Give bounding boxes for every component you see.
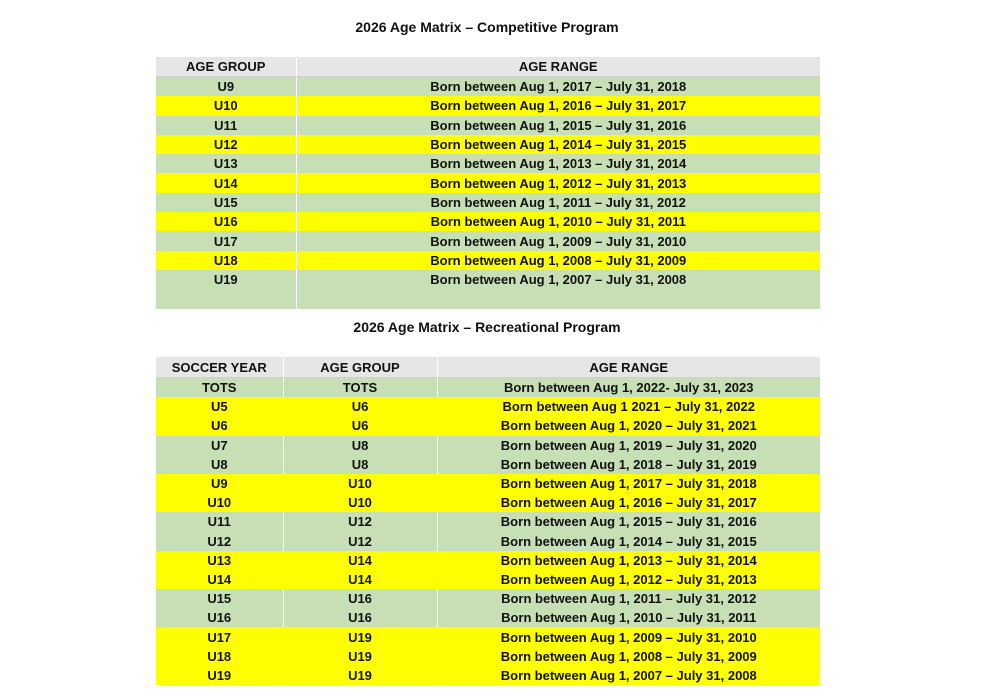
cell-age-group: U13 [156,154,296,173]
table-row [156,493,820,512]
cell-age-group: U12 [283,512,437,531]
table-row [156,627,820,646]
column-header-age-range: AGE RANGE [296,57,820,77]
table-row [156,116,820,135]
competitive-title: 2026 Age Matrix – Competitive Program [355,19,619,35]
table-row [156,512,820,531]
table-row [156,647,820,666]
cell-age-range: Born between Aug 1, 2015 – July 31, 2016 [437,512,820,531]
cell-age-group: U17 [156,231,296,250]
cell-age-group: U19 [283,666,437,685]
cell-age-group: U12 [156,135,296,154]
table-row [156,77,820,97]
cell-age-group: U8 [283,436,437,455]
table-row [156,666,820,685]
column-header-age-range: AGE RANGE [437,357,820,378]
cell-age-group: U19 [283,627,437,646]
cell-age-range: Born between Aug 1, 2010 – July 31, 2011 [437,608,820,627]
cell-soccer-year: U6 [156,416,283,435]
cell-age-range: Born between Aug 1, 2020 – July 31, 2021 [437,416,820,435]
table-row [156,251,820,270]
table-row [156,589,820,608]
table-row [156,474,820,493]
cell-age-range: Born between Aug 1, 2016 – July 31, 2017 [296,96,820,115]
cell-age-group: U16 [283,608,437,627]
cell-age-range: Born between Aug 1, 2012 – July 31, 2013 [296,173,820,192]
cell-soccer-year: U19 [156,666,283,685]
cell-age-group: U14 [283,551,437,570]
table-row [156,397,820,416]
cell-soccer-year: U13 [156,551,283,570]
cell-age-range: Born between Aug 1, 2007 – July 31, 2008 [296,270,820,289]
cell-age-range: Born between Aug 1, 2022- July 31, 2023 [437,378,820,398]
table-header-row [156,357,820,378]
cell-age-group: U16 [156,212,296,231]
cell-age-group: TOTS [283,378,437,398]
cell-age-group: U12 [283,532,437,551]
cell-age-range: Born between Aug 1 2021 – July 31, 2022 [437,397,820,416]
table-row [156,270,820,289]
cell-age-group: U6 [283,416,437,435]
cell-age-range: Born between Aug 1, 2014 – July 31, 2015 [437,532,820,551]
cell-age-group: U8 [283,455,437,474]
cell-age-range: Born between Aug 1, 2019 – July 31, 2020 [437,436,820,455]
cell-age-range: Born between Aug 1, 2008 – July 31, 2009 [296,251,820,270]
cell-age-range: Born between Aug 1, 2014 – July 31, 2015 [296,135,820,154]
cell-age-group: U19 [156,270,296,289]
cell-soccer-year: U9 [156,474,283,493]
table-row [156,378,820,398]
cell-age-range: Born between Aug 1, 2012 – July 31, 2013 [437,570,820,589]
recreational-age-table [156,357,820,685]
cell-age-group: U14 [156,173,296,192]
cell-age-range: Born between Aug 1, 2010 – July 31, 2011 [296,212,820,231]
cell-age-range: Born between Aug 1, 2011 – July 31, 2012 [437,589,820,608]
table-row [156,436,820,455]
cell-age-range: Born between Aug 1, 2013 – July 31, 2014 [296,154,820,173]
cell-age-range: Born between Aug 1, 2017 – July 31, 2018 [437,474,820,493]
cell-soccer-year: U7 [156,436,283,455]
empty-cell [296,289,820,308]
cell-soccer-year: U8 [156,455,283,474]
cell-age-group: U18 [156,251,296,270]
cell-soccer-year: U12 [156,532,283,551]
cell-age-group: U6 [283,397,437,416]
cell-age-group: U11 [156,116,296,135]
column-header-age-group: AGE GROUP [283,357,437,378]
table-row [156,193,820,212]
table-row [156,455,820,474]
cell-age-range: Born between Aug 1, 2009 – July 31, 2010 [296,231,820,250]
table-row [156,532,820,551]
competitive-age-table [156,57,820,309]
cell-age-range: Born between Aug 1, 2018 – July 31, 2019 [437,455,820,474]
cell-soccer-year: U18 [156,647,283,666]
cell-age-range: Born between Aug 1, 2013 – July 31, 2014 [437,551,820,570]
cell-age-range: Born between Aug 1, 2007 – July 31, 2008 [437,666,820,685]
table-row [156,551,820,570]
cell-age-range: Born between Aug 1, 2011 – July 31, 2012 [296,193,820,212]
cell-age-group: U9 [156,77,296,97]
table-row [156,608,820,627]
cell-age-group: U14 [283,570,437,589]
cell-age-group: U10 [283,493,437,512]
cell-soccer-year: U11 [156,512,283,531]
table-row [156,135,820,154]
cell-age-range: Born between Aug 1, 2008 – July 31, 2009 [437,647,820,666]
table-filler-row [156,289,820,308]
cell-age-range: Born between Aug 1, 2016 – July 31, 2017 [437,493,820,512]
cell-soccer-year: U14 [156,570,283,589]
table-row [156,154,820,173]
recreational-title: 2026 Age Matrix – Recreational Program [353,319,621,335]
table-row [156,212,820,231]
cell-age-group: U10 [283,474,437,493]
table-row [156,173,820,192]
column-header-soccer-year: SOCCER YEAR [156,357,283,378]
cell-age-range: Born between Aug 1, 2015 – July 31, 2016 [296,116,820,135]
cell-soccer-year: TOTS [156,378,283,398]
cell-soccer-year: U5 [156,397,283,416]
empty-cell [156,289,296,308]
cell-age-group: U16 [283,589,437,608]
table-row [156,231,820,250]
cell-age-range: Born between Aug 1, 2017 – July 31, 2018 [296,77,820,97]
cell-soccer-year: U10 [156,493,283,512]
cell-age-range: Born between Aug 1, 2009 – July 31, 2010 [437,627,820,646]
cell-age-group: U10 [156,96,296,115]
table-row [156,570,820,589]
table-row [156,416,820,435]
cell-soccer-year: U17 [156,627,283,646]
cell-age-group: U15 [156,193,296,212]
cell-soccer-year: U15 [156,589,283,608]
table-header-row [156,57,820,77]
cell-age-group: U19 [283,647,437,666]
table-row [156,96,820,115]
column-header-age-group: AGE GROUP [156,57,296,77]
cell-soccer-year: U16 [156,608,283,627]
